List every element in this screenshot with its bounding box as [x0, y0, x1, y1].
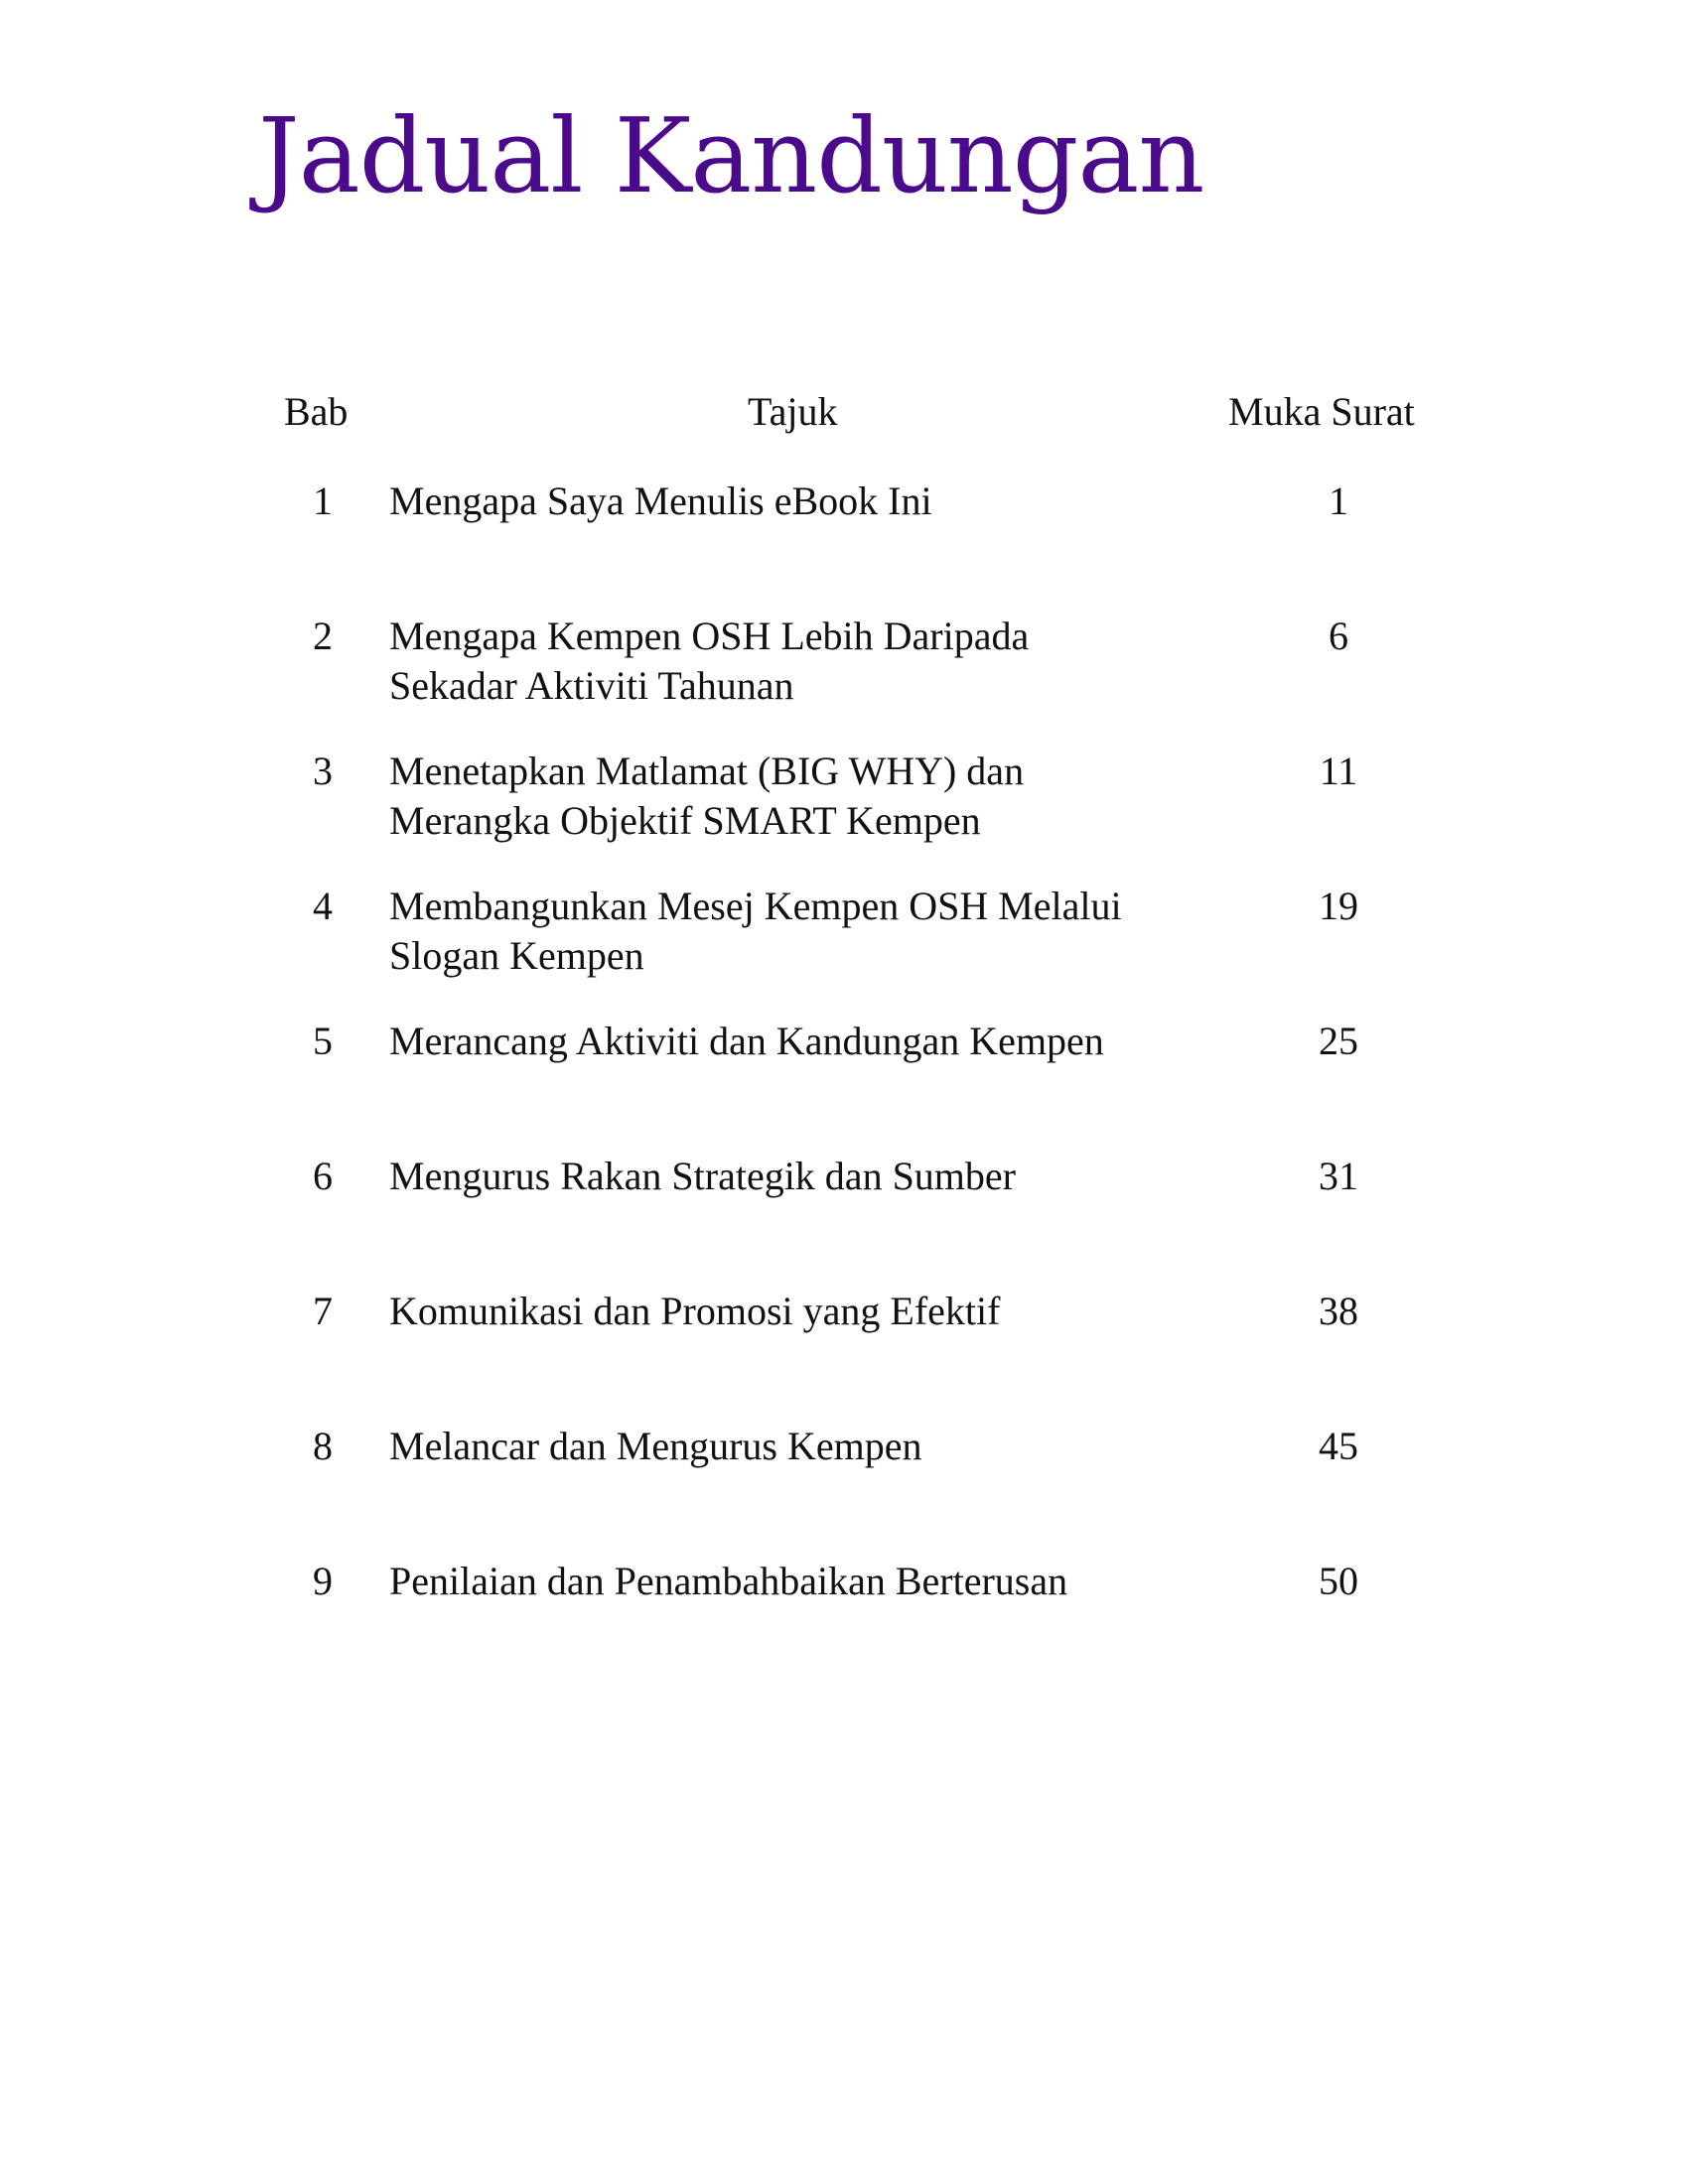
chapter-number: 2	[313, 614, 333, 658]
chapter-number: 3	[313, 749, 333, 793]
page-number: 19	[1319, 884, 1358, 928]
page-number: 1	[1329, 478, 1348, 523]
chapter-title: Mengapa Kempen OSH Lebih Daripada Sekadar Aktiviti Tahunan	[389, 614, 1030, 708]
toc-row-6	[0, 1152, 1688, 1251]
chapter-title: Mengapa Saya Menulis eBook Ini	[389, 478, 932, 523]
chapter-title: Melancar dan Mengurus Kempen	[389, 1424, 922, 1468]
toc-row-4	[0, 882, 1688, 981]
page-number: 45	[1319, 1424, 1358, 1468]
chapter-title: Penilaian dan Penambahbaikan Berterusan	[389, 1559, 1068, 1603]
page-title: Jadual Kandungan	[258, 95, 1204, 216]
toc-row-9	[0, 1557, 1688, 1656]
toc-row-8	[0, 1422, 1688, 1521]
header-tajuk: Tajuk	[748, 389, 838, 434]
chapter-number: 9	[313, 1559, 333, 1603]
chapter-number: 8	[313, 1424, 333, 1468]
toc-row-3	[0, 747, 1688, 846]
header-bab: Bab	[284, 389, 349, 434]
chapter-number: 6	[313, 1154, 333, 1198]
chapter-title: Mengurus Rakan Strategik dan Sumber	[389, 1154, 1016, 1198]
page-number: 11	[1319, 749, 1358, 793]
page-number: 31	[1319, 1154, 1358, 1198]
page-number: 6	[1329, 614, 1348, 658]
header-muka-surat: Muka Surat	[1228, 389, 1415, 434]
chapter-title: Komunikasi dan Promosi yang Efektif	[389, 1289, 1001, 1333]
chapter-number: 4	[313, 884, 333, 928]
page-number: 38	[1319, 1289, 1358, 1333]
toc-row-1	[0, 477, 1688, 576]
toc-row-5	[0, 1017, 1688, 1116]
chapter-title: Merancang Aktiviti dan Kandungan Kempen	[389, 1019, 1104, 1063]
chapter-number: 1	[313, 478, 333, 523]
chapter-title: Membangunkan Mesej Kempen OSH Melalui Slogan Kempen	[389, 884, 1122, 978]
toc-row-2	[0, 612, 1688, 711]
page-number: 50	[1319, 1559, 1358, 1603]
chapter-number: 7	[313, 1289, 333, 1333]
chapter-title: Menetapkan Matlamat (BIG WHY) dan Merangka Objektif SMART Kempen	[389, 749, 1025, 843]
chapter-number: 5	[313, 1019, 333, 1063]
page-number: 25	[1319, 1019, 1358, 1063]
toc-row-7	[0, 1287, 1688, 1386]
